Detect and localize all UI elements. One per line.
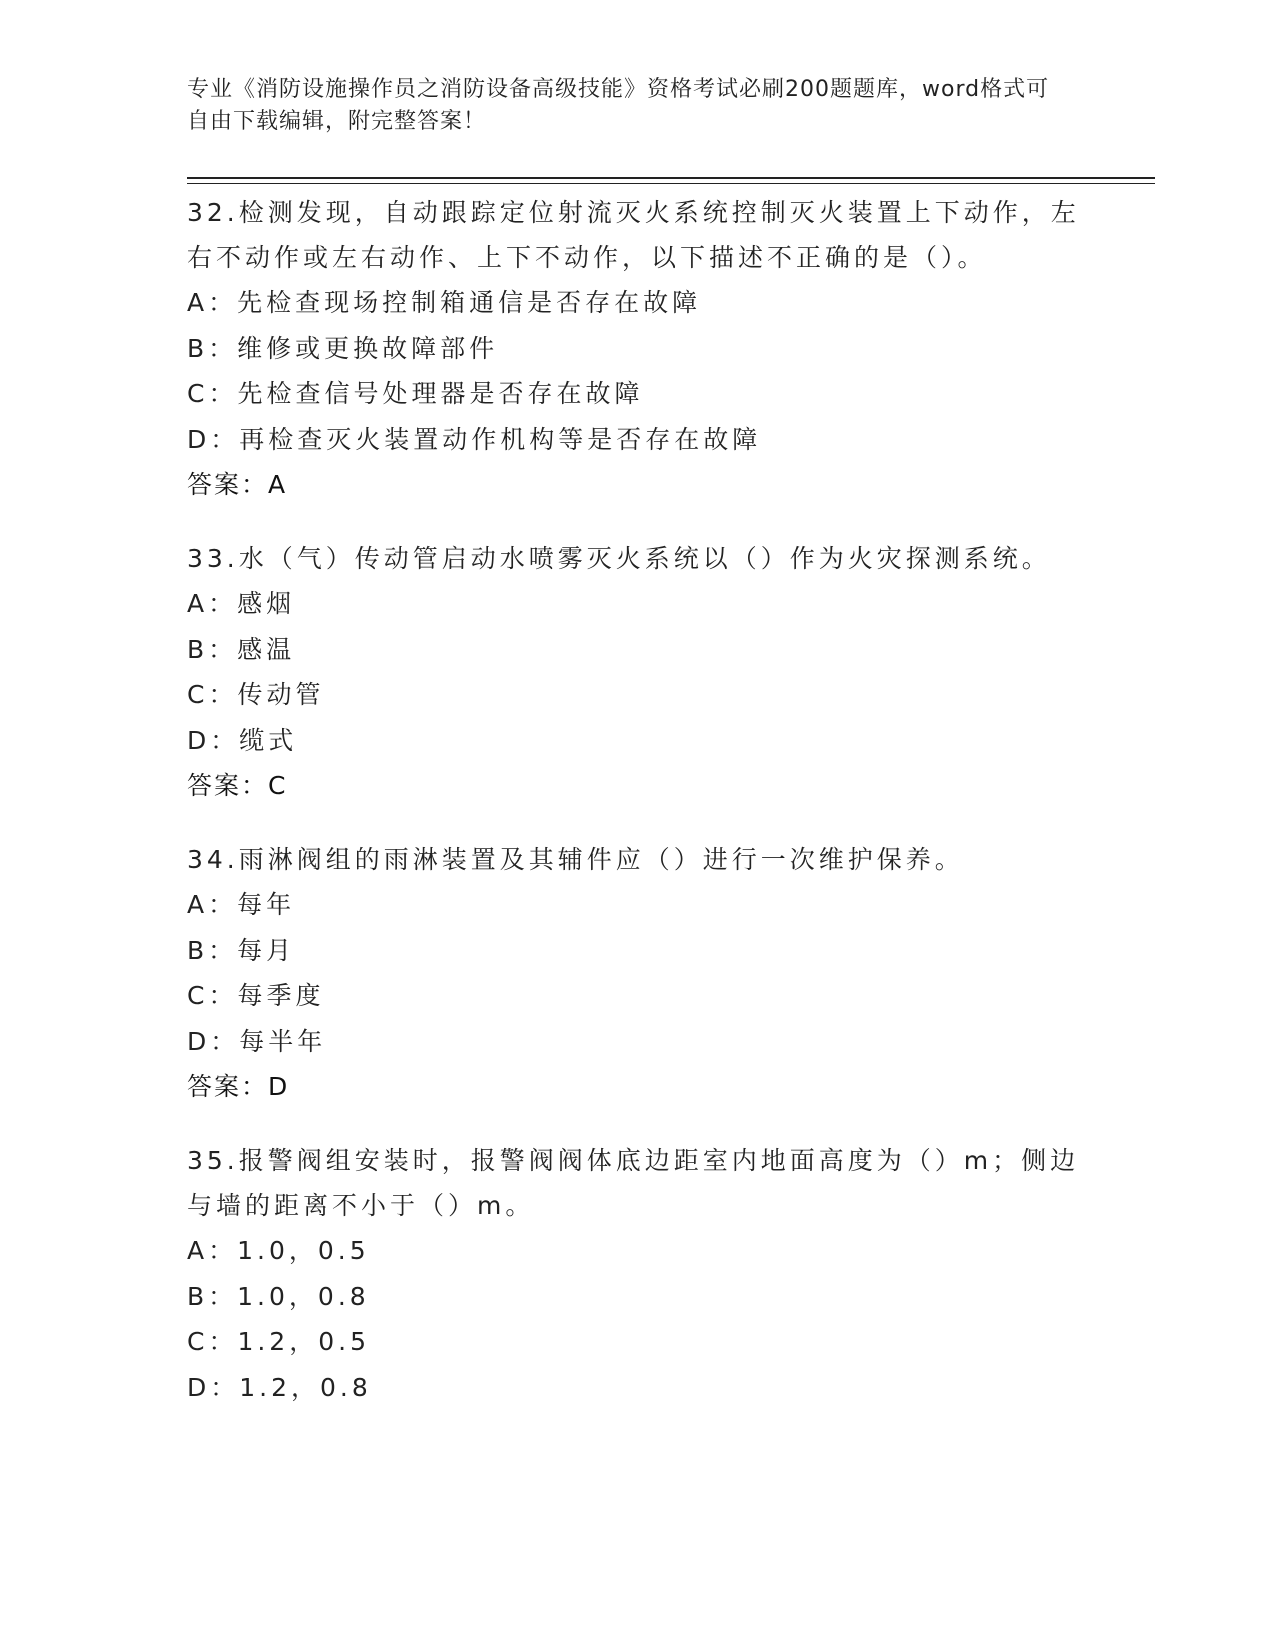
header-divider-thin <box>187 183 1155 184</box>
answer-line: 答案：A <box>187 470 288 499</box>
option-b: B：1.0，0.8 <box>187 1281 370 1311</box>
option-c: C：传动管 <box>187 680 325 709</box>
question-35 <box>187 1138 1087 1410</box>
answer-line: 答案：D <box>187 1072 290 1101</box>
question-stem: 35.报警阀组安装时，报警阀阀体底边距室内地面高度为（）m；侧边与墙的距离不小于（）m。 <box>187 1146 1080 1220</box>
option-a: A：每年 <box>187 890 296 919</box>
option-c: C：每季度 <box>187 981 325 1010</box>
document-header: 专业《消防设施操作员之消防设备高级技能》资格考试必刷200题题库，word格式可自由下载编辑，附完整答案！ <box>187 77 1050 134</box>
question-stem: 34.雨淋阀组的雨淋装置及其辅件应（）进行一次维护保养。 <box>187 845 964 874</box>
option-d: D：1.2，0.8 <box>187 1372 372 1402</box>
answer-line: 答案：C <box>187 771 288 800</box>
question-33 <box>187 536 1087 808</box>
option-d: D：每半年 <box>187 1026 327 1056</box>
header-divider-thick <box>187 177 1155 179</box>
option-d: D：缆式 <box>187 725 298 755</box>
option-c: C：1.2，0.5 <box>187 1327 370 1356</box>
option-a: A：1.0，0.5 <box>187 1236 370 1265</box>
option-a: A：先检查现场控制箱通信是否存在故障 <box>187 288 702 317</box>
option-b: B：维修或更换故障部件 <box>187 333 499 363</box>
option-d: D：再检查灭火装置动作机构等是否存在故障 <box>187 424 762 454</box>
option-b: B：感温 <box>187 634 296 664</box>
question-stem: 32.检测发现，自动跟踪定位射流灭火系统控制灭火装置上下动作，左右不动作或左右动作、上下不动作，以下描述不正确的是（）。 <box>187 198 1080 272</box>
question-list <box>187 190 1087 1439</box>
option-a: A：感烟 <box>187 589 296 618</box>
option-b: B：每月 <box>187 935 296 965</box>
question-32 <box>187 190 1087 507</box>
question-34 <box>187 837 1087 1109</box>
question-stem: 33.水（气）传动管启动水喷雾灭火系统以（）作为火灾探测系统。 <box>187 544 1051 573</box>
option-c: C：先检查信号处理器是否存在故障 <box>187 379 644 408</box>
